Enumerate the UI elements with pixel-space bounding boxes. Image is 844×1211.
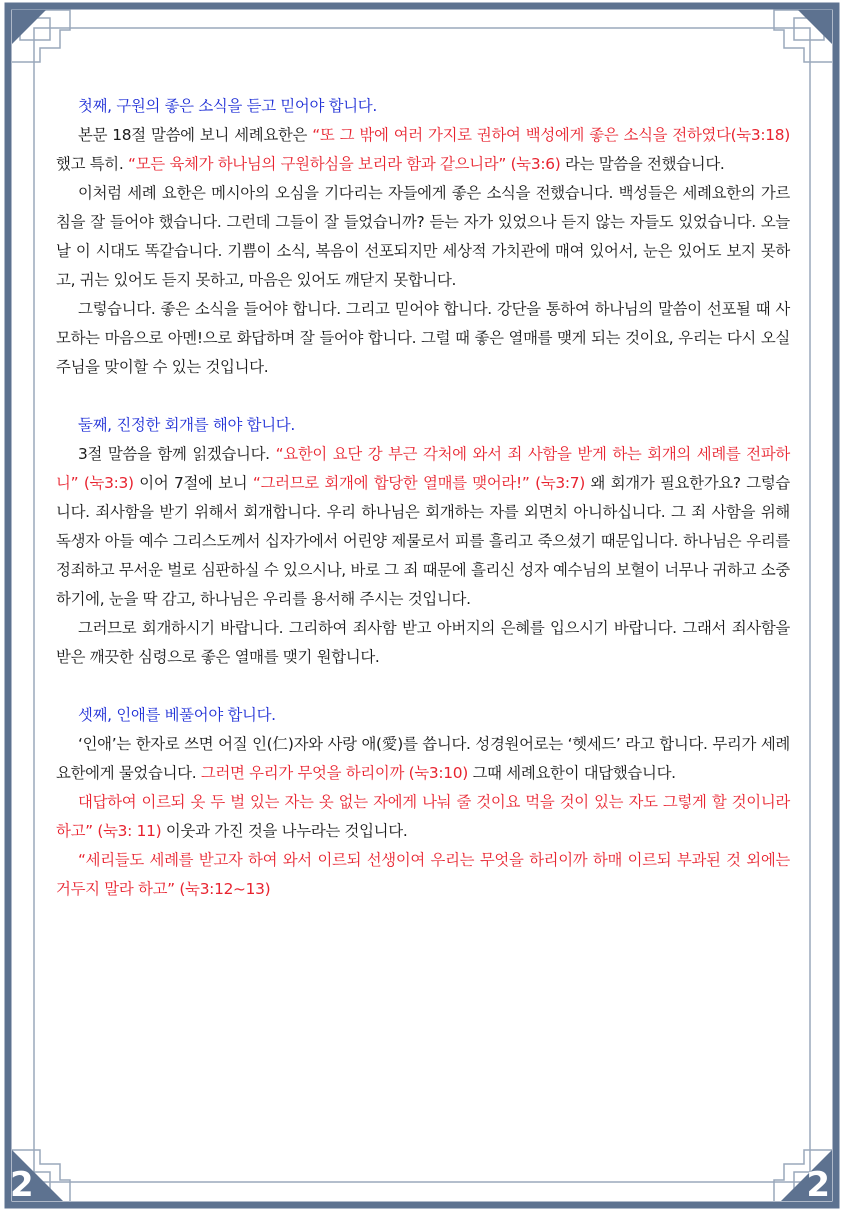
scripture-quote: 그러면 우리가 무엇을 하리이까 (눅3:10): [200, 764, 468, 782]
page-number-right: 2: [806, 1165, 830, 1205]
section2-heading: 둘째, 진정한 회개를 해야 합니다.: [78, 416, 295, 434]
section3-paragraph-3: “세리들도 세례를 받고자 하여 와서 이르되 선생이여 우리는 무엇을 하리이까 하매 이르되 부과된 것 외에는 거두지 말라 하고” (눅3:12~13): [56, 851, 790, 898]
sermon-body: [56, 92, 790, 904]
scripture-quote: “요한이 요단 강 부근 각처에 와서 죄 사함을 받게 하는 회개의 세례를 전파하니” (눅3:3): [56, 445, 790, 492]
section2-paragraph-1: 3절 말씀을 함께 읽겠습니다. “요한이 요단 강 부근 각처에 와서 죄 사함을 받게 하는 회개의 세례를 전파하니” (눅3:3) 이어 7절에 보니 “그러므로 회개에 합당한 열매를 맺어라!” (눅3:7) 왜 회개가 필요한가요? 그렇습니다. 죄사함을 받기 위해서 회개합니다. 우리 하나님은 회개하는 자를 외면치 아니하십니다. 그 죄 사함을 위해 독생자 아들 예수 그리스도께서 십자가에서 어린양 제물로서 피를 흘리고 죽으셨기 때문입니다. 하나님은 우리를 정죄하고 무서운 벌로 심판하실 수 있으시나, 바로 그 죄 때문에 흘리신 성자 예수님의 보혈이 너무나 귀하고 소중하기에, 눈을 딱 감고, 하나님은 우리를 용서해 주시는 것입니다.: [56, 445, 790, 608]
corner-triangle-top-right: [798, 10, 832, 44]
scripture-quote: “모든 육체가 하나님의 구원하심을 보리라 함과 같으니라” (눅3:6): [128, 155, 561, 173]
scripture-quote: 대답하여 이르되 옷 두 벌 있는 자는 옷 없는 자에게 나눠 줄 것이요 먹을 것이 있는 자도 그렇게 할 것이니라 하고” (눅3: 11): [56, 793, 790, 840]
section1-paragraph-2: 이처럼 세례 요한은 메시아의 오심을 기다리는 자들에게 좋은 소식을 전했습니다. 백성들은 세례요한의 가르침을 잘 들어야 했습니다. 그런데 그들이 잘 들었습니까? 듣는 자가 있었으나 듣지 않는 자들도 있었습니다. 오늘날 이 시대도 똑같습니다. 기쁨이 소식, 복음이 선포되지만 세상적 가치관에 매여 있어서, 눈은 있어도 보지 못하고, 귀는 있어도 듣지 못하고, 마음은 있어도 깨닫지 못합니다.: [56, 184, 790, 289]
page-number-left: 2: [10, 1165, 34, 1205]
section3-paragraph-2: 대답하여 이르되 옷 두 벌 있는 자는 옷 없는 자에게 나눠 줄 것이요 먹을 것이 있는 자도 그렇게 할 것이니라 하고” (눅3: 11) 이웃과 가진 것을 나누라는 것입니다.: [56, 793, 790, 840]
section1-heading: 첫째, 구원의 좋은 소식을 듣고 믿어야 합니다.: [78, 97, 377, 115]
section3-paragraph-1: ‘인애’는 한자로 쓰면 어질 인(仁)자와 사랑 애(愛)를 씁니다. 성경원어로는 ‘헷세드’ 라고 합니다. 무리가 세례요한에게 물었습니다. 그러면 우리가 무엇을 하리이까 (눅3:10) 그때 세례요한이 대답했습니다.: [56, 735, 790, 782]
section1-paragraph-1: 본문 18절 말씀에 보니 세례요한은 “또 그 밖에 여러 가지로 권하여 백성에게 좋은 소식을 전하였다(눅3:18)했고 특히. “모든 육체가 하나님의 구원하심을 보리라 함과 같으니라” (눅3:6) 라는 말씀을 전했습니다.: [56, 126, 790, 173]
scripture-quote: “그러므로 회개에 합당한 열매를 맺어라!” (눅3:7): [252, 474, 585, 492]
section1-paragraph-3: 그렇습니다. 좋은 소식을 들어야 합니다. 그리고 믿어야 합니다. 강단을 통하여 하나님의 말씀이 선포될 때 사모하는 마음으로 아멘!으로 화답하며 잘 들어야 합니다. 그럴 때 좋은 열매를 맺게 되는 것이요, 우리는 다시 오실 주님을 맞이할 수 있는 것입니다.: [56, 300, 790, 376]
section2-paragraph-2: 그러므로 회개하시기 바랍니다. 그리하여 죄사함 받고 아버지의 은혜를 입으시기 바랍니다. 그래서 죄사함을 받은 깨끗한 심령으로 좋은 열매를 맺기 원합니다.: [56, 619, 790, 666]
scripture-quote: “또 그 밖에 여러 가지로 권하여 백성에게 좋은 소식을 전하였다(눅3:18): [312, 126, 790, 144]
corner-triangle-top-left: [12, 10, 46, 44]
section3-heading: 셋째, 인애를 베풀어야 합니다.: [78, 706, 276, 724]
